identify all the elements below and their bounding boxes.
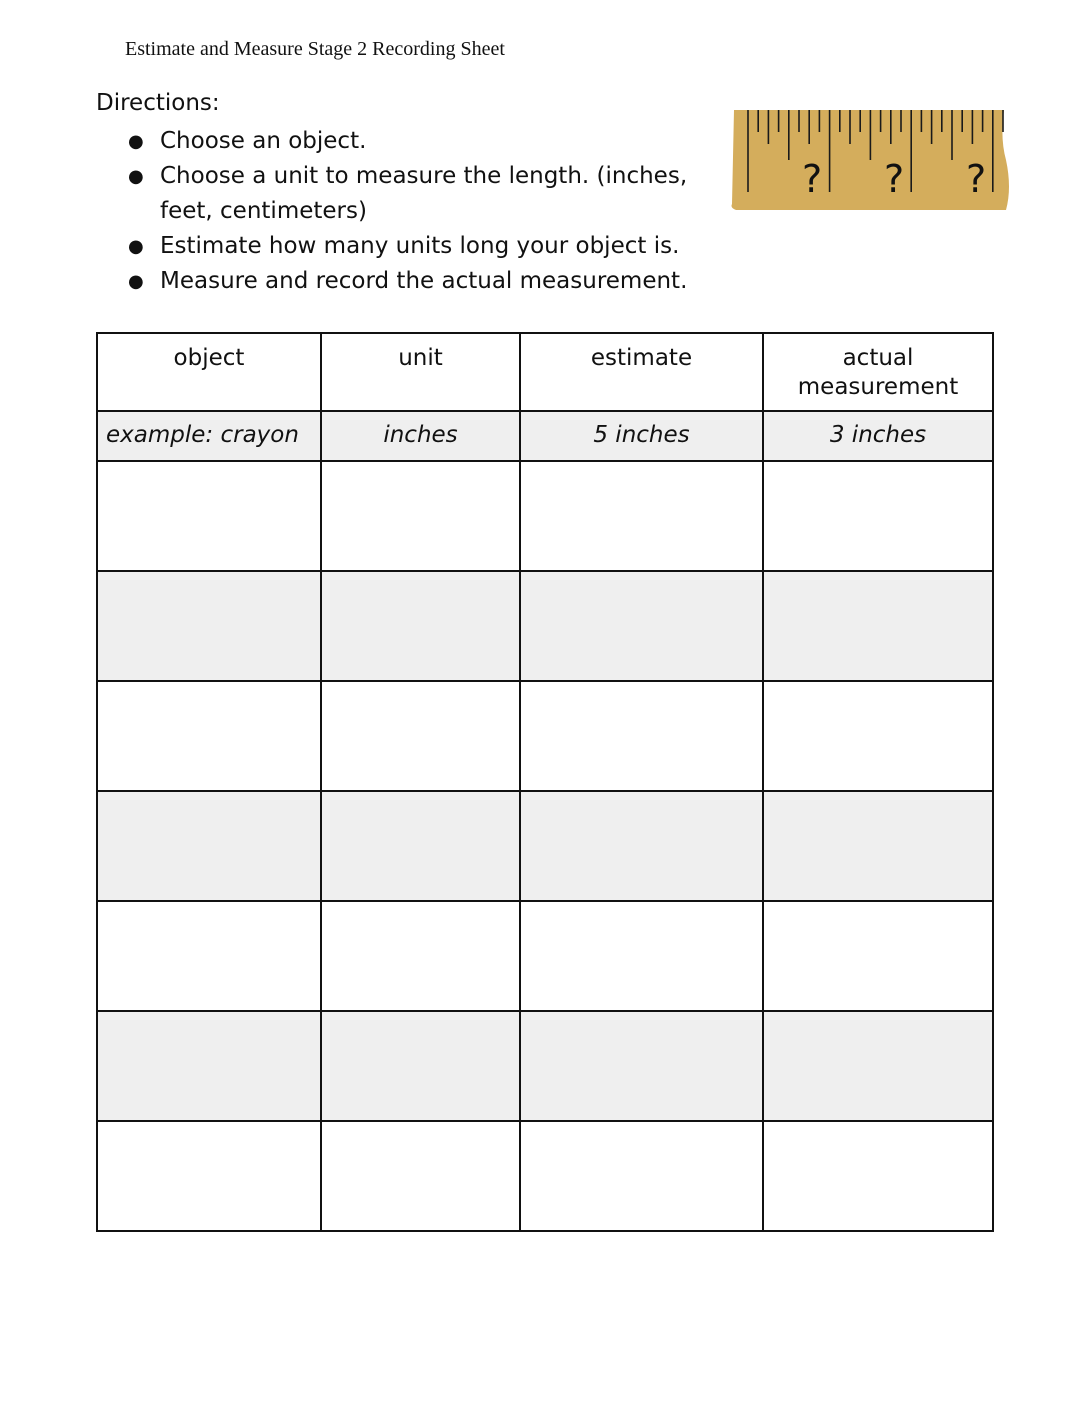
object-cell[interactable] (97, 461, 321, 571)
example-row (97, 411, 993, 461)
column-header-actual: actual measurement (763, 333, 993, 411)
estimate-cell[interactable] (520, 1121, 763, 1231)
unit-cell[interactable] (321, 1011, 520, 1121)
column-header-estimate: estimate (520, 333, 763, 411)
ruler-question-mark: ? (802, 157, 823, 201)
ruler-question-mark: ? (966, 157, 987, 201)
recording-table (96, 332, 994, 1232)
actual-cell[interactable] (763, 681, 993, 791)
object-cell[interactable] (97, 681, 321, 791)
actual-cell[interactable] (763, 571, 993, 681)
column-header-object: object (97, 333, 321, 411)
actual-cell[interactable] (763, 461, 993, 571)
unit-cell[interactable] (321, 681, 520, 791)
directions-title: Directions: (96, 90, 220, 116)
table-row[interactable] (97, 1011, 993, 1121)
direction-text: Choose a unit to measure the length. (inches, feet, centimeters) (160, 163, 688, 224)
example-actual: 3 inches (763, 411, 993, 461)
bullet-icon: ● (128, 166, 144, 187)
object-cell[interactable] (97, 791, 321, 901)
estimate-cell[interactable] (520, 1011, 763, 1121)
example-estimate: 5 inches (520, 411, 763, 461)
actual-cell[interactable] (763, 901, 993, 1011)
bullet-icon: ● (128, 271, 144, 292)
page-header: Estimate and Measure Stage 2 Recording Sheet (125, 38, 505, 60)
table-row[interactable] (97, 791, 993, 901)
direction-text: Estimate how many units long your object is. (160, 233, 680, 259)
estimate-cell[interactable] (520, 901, 763, 1011)
unit-cell[interactable] (321, 1121, 520, 1231)
bullet-icon: ● (128, 131, 144, 152)
estimate-cell[interactable] (520, 681, 763, 791)
column-header-unit: unit (321, 333, 520, 411)
unit-cell[interactable] (321, 791, 520, 901)
object-cell[interactable] (97, 571, 321, 681)
unit-cell[interactable] (321, 901, 520, 1011)
table-row[interactable] (97, 461, 993, 571)
direction-item (128, 159, 708, 229)
actual-cell[interactable] (763, 791, 993, 901)
directions-list (128, 124, 708, 299)
direction-text: Choose an object. (160, 128, 367, 154)
table-row[interactable] (97, 681, 993, 791)
ruler-icon (730, 108, 1010, 212)
table-row[interactable] (97, 571, 993, 681)
actual-cell[interactable] (763, 1121, 993, 1231)
example-unit: inches (321, 411, 520, 461)
direction-text: Measure and record the actual measurement. (160, 268, 688, 294)
direction-item (128, 229, 708, 264)
direction-item (128, 264, 708, 299)
ruler-question-mark: ? (884, 157, 905, 201)
object-cell[interactable] (97, 1121, 321, 1231)
unit-cell[interactable] (321, 461, 520, 571)
example-object: example: crayon (97, 411, 321, 461)
unit-cell[interactable] (321, 571, 520, 681)
table-header-row (97, 333, 993, 411)
table-row[interactable] (97, 901, 993, 1011)
table-row[interactable] (97, 1121, 993, 1231)
estimate-cell[interactable] (520, 461, 763, 571)
object-cell[interactable] (97, 1011, 321, 1121)
bullet-icon: ● (128, 236, 144, 257)
actual-cell[interactable] (763, 1011, 993, 1121)
direction-item (128, 124, 708, 159)
estimate-cell[interactable] (520, 571, 763, 681)
estimate-cell[interactable] (520, 791, 763, 901)
object-cell[interactable] (97, 901, 321, 1011)
